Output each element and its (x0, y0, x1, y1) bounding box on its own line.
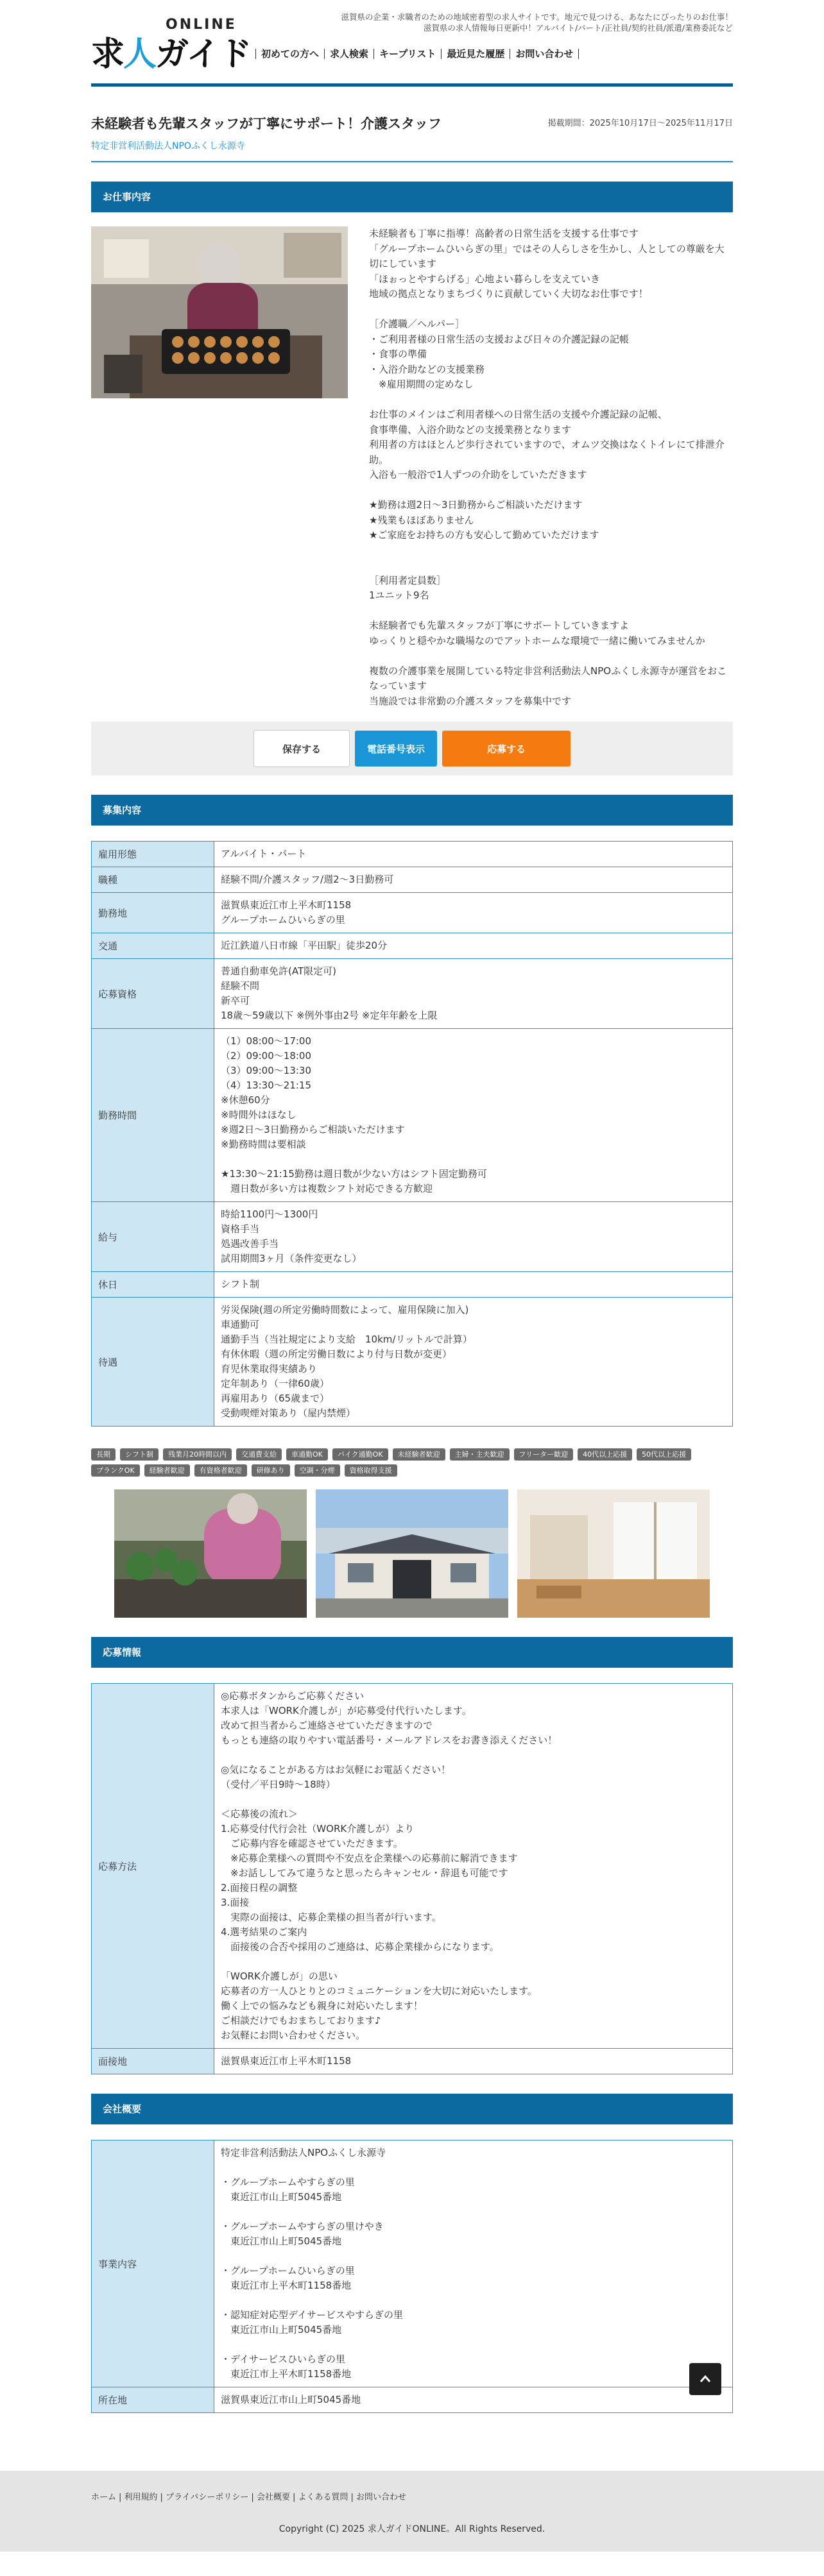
feature-tag: 主婦・主夫歓迎 (450, 1448, 510, 1461)
row-label: 休日 (92, 1272, 214, 1298)
job-description: 未経験者も丁寧に指導！高齢者の日常生活を支援する仕事です 「グループホームひいらぎの里」ではその人らしさを生かし、人としての尊厳を大切にしています 「ほぉっとやすらげる」心地よい暮らしを支えていき 地域の拠点となりまちづくりに貢献していく大切なお仕事です！ ［介護職／ヘルパー］ ・ご利用者様の日常生活の支援および日々の介護記録の記帳 ・食事の準備 ・入浴介助などの支援業務 ※雇用期間の定めなし お仕事のメインはご利用者様への日常生活の支援や介護記録の記帳、 食事準備、入浴介助などの支援業務となります 利用者の方はほとんど歩行されていますので、オムツ交換はなくトイレにて排泄介助。 入浴も一般浴で1人ずつの介助をしていただきます ★勤務は週2日〜3日勤務からご相談いただけます ★残業もほぼありません ★ご家庭をお持ちの方も安心して勤めていただけます ［利用者定員数］ 1ユニット9名 未経験者でも先輩スタッフが丁寧にサポートしていきますよ ゆっくりと穏やかな職場なのでアットホームな環境で一緒に働いてみませんか 複数の介護事業を展開している特定非営利活動法人NPOふくし永源寺が運営をおこなっています 当施設では非常勤の介護スタッフを募集中です (369, 228, 727, 707)
row-value: シフト制 (214, 1272, 733, 1298)
table-row (92, 1272, 733, 1298)
section-job-content: お仕事内容 (91, 182, 733, 212)
row-label: 交通 (92, 933, 214, 959)
row-label: 勤務地 (92, 893, 214, 933)
row-value: 時給1100円〜1300円 資格手当 処遇改善手当 試用期間3ヶ月（条件変更なし） (214, 1202, 733, 1272)
company-table (91, 2140, 733, 2413)
feature-tag: 交通費支給 (236, 1448, 282, 1461)
table-row (92, 933, 733, 959)
tagline-line-2: 滋賀県の求人情報毎日更新中！アルバイト/パート/正社員/契約社員/派遣/業務委託など (423, 23, 733, 33)
header-tagline (341, 12, 733, 33)
action-bar (91, 722, 733, 775)
page-wrapper (91, 0, 733, 2445)
feature-tag: フリーター歓迎 (514, 1448, 574, 1461)
row-value: 経験不問/介護スタッフ/週2〜3日勤務可 (214, 867, 733, 893)
nav-recent-history[interactable]: 最近見た履歴 (441, 49, 510, 59)
row-value: ◎応募ボタンからご応募ください 本求人は「WORK介護しが」が応募受付代行いたします。 改めて担当者からご連絡させていただきますので もっとも連絡の取りやすい電話番号・メールアドレスをお書き添えください！ ◎気になることがある方はお気軽にお電話ください！ （受付／平日9時〜18時） ＜応募後の流れ＞ 1.応募受付代行会社（WORK介護しが）より ご応募内容を確認させていただきます。 ※応募企業様への質問や不安点を企業様への応募前に解消できます ※お話ししてみて違うなと思ったらキャンセル・辞退も可能です 2.面接日程の調整 3.面接 実際の面接は、応募企業様の担当者が行います。 4.選考結果のご案内 面接後の合否や採用のご連絡は、応募企業様からになります。 「WORK介護しが」の思い 応募者の方一人ひとりとのコミュニケーションを大切に対応いたします。 働く上での悩みなども親身に対応いたします！ ご相談だけでもおまちしております♪ お気軽にお問い合わせください。 (214, 1684, 733, 2049)
row-label: 所在地 (92, 2387, 214, 2413)
feature-tag: 資格取得支援 (345, 1464, 397, 1477)
nav-first-time[interactable]: 初めての方へ (255, 49, 324, 59)
feature-tag: 50代以上応援 (637, 1448, 691, 1461)
feature-tag: 有資格者歓迎 (194, 1464, 247, 1477)
feature-tag: 空調・分煙 (295, 1464, 340, 1477)
apply-table (91, 1683, 733, 2074)
gallery-photo-building[interactable] (316, 1489, 508, 1618)
feature-tag: 長期 (91, 1448, 116, 1461)
footer-link-terms[interactable]: 利用規約 (124, 2493, 158, 2502)
feature-tag: 研修あり (252, 1464, 290, 1477)
footer-link-company[interactable]: 会社概要 (256, 2493, 290, 2502)
row-value: 滋賀県東近江市上平木町1158 (214, 2049, 733, 2074)
footer-link-privacy[interactable]: プライバシーポリシー (166, 2493, 249, 2502)
logo-main-text (91, 27, 250, 75)
site-header (91, 0, 733, 87)
table-row (92, 1298, 733, 1427)
logo-char-3: ガイド (155, 35, 251, 74)
job-content (91, 226, 733, 709)
row-value: 滋賀県東近江市山上町5045番地 (214, 2387, 733, 2413)
logo-online-text: ONLINE (166, 17, 237, 33)
arrow-up-icon (698, 2372, 712, 2386)
job-main-photo (91, 226, 348, 398)
table-row (92, 893, 733, 933)
section-company: 会社概要 (91, 2094, 733, 2124)
gallery-photo-gardening[interactable] (114, 1489, 307, 1618)
feature-tag: 残業月20時間以内 (163, 1448, 232, 1461)
photo-gardening-illustration (114, 1489, 307, 1618)
row-label: 給与 (92, 1202, 214, 1272)
row-label: 面接地 (92, 2049, 214, 2074)
table-row (92, 1029, 733, 1202)
photo-interior-illustration (517, 1489, 710, 1618)
nav-job-search[interactable]: 求人検索 (324, 49, 373, 59)
feature-tags (91, 1448, 707, 1477)
row-value: 特定非営利活動法人NPOふくし永源寺 ・グループホームやすらぎの里 東近江市山上町5045番地 ・グループホームやすらぎの里けやき 東近江市山上町5045番地 ・グループホームひいらぎの里 東近江市上平木町1158番地 ・認知症対応型デイサービスやすらぎの里 東近江市山上町5045番地 ・デイサービスひいらぎの里 東近江市上平木町1158番地 (214, 2140, 733, 2387)
footer-link-contact[interactable]: お問い合わせ (356, 2493, 407, 2502)
row-value: 労災保険(週の所定労働時間数によって、雇用保険に加入) 車通勤可 通勤手当（当社規定により支給 10km/リットルで計算） 有休休暇（週の所定労働日数により付与日数が変更） 育児休業取得実績あり 定年制あり（一律60歳） 再雇用あり（65歳まで） 受動喫煙対策あり（屋内禁煙） (214, 1298, 733, 1427)
nav-contact[interactable]: お問い合わせ (510, 49, 579, 59)
feature-tag: 40代以上応援 (578, 1448, 632, 1461)
footer-link-home[interactable]: ホーム (91, 2493, 117, 2502)
table-row (92, 2387, 733, 2413)
row-value: アルバイト・パート (214, 842, 733, 867)
company-name-link[interactable]: 特定非営利活動法人NPOふくし永源寺 (91, 139, 733, 162)
row-label: 職種 (92, 867, 214, 893)
feature-tag: 車通勤OK (286, 1448, 328, 1461)
photo-cooking-illustration (91, 226, 348, 398)
feature-tag: ブランクOK (91, 1464, 140, 1477)
posting-period: 掲載期間：2025年10月17日〜2025年11月17日 (547, 119, 733, 128)
show-phone-button[interactable]: 電話番号表示 (355, 731, 437, 767)
site-footer (0, 2471, 824, 2552)
apply-button[interactable]: 応募する (442, 731, 571, 767)
job-title-row (91, 114, 733, 133)
save-button[interactable]: 保存する (253, 730, 350, 767)
page-top-button[interactable] (689, 2363, 721, 2395)
feature-tag: バイク通勤OK (332, 1448, 388, 1461)
table-row (92, 1684, 733, 2049)
page-title: 未経験者も先輩スタッフが丁寧にサポート！介護スタッフ (91, 116, 442, 131)
row-value: 普通自動車免許(AT限定可) 経験不問 新卒可 18歳〜59歳以下 ※例外事由2号 ※定年年齢を上限 (214, 959, 733, 1029)
row-label: 待遇 (92, 1298, 214, 1427)
recruit-table (91, 841, 733, 1427)
logo-char-2: 人 (123, 35, 156, 74)
row-label: 応募方法 (92, 1684, 214, 2049)
footer-link-faq[interactable]: よくある質問 (298, 2493, 348, 2502)
photo-gallery (91, 1489, 733, 1618)
row-label: 事業内容 (92, 2140, 214, 2387)
table-row (92, 959, 733, 1029)
copyright: Copyright (C) 2025 求人ガイドONLINE。All Rights Reserved. (279, 2524, 545, 2534)
table-row (92, 1202, 733, 1272)
site-logo[interactable] (91, 17, 252, 74)
table-row (92, 2140, 733, 2387)
global-nav (255, 49, 579, 59)
table-row (92, 842, 733, 867)
row-value: （1）08:00〜17:00 （2）09:00〜18:00 （3）09:00〜13:30 （4）13:30〜21:15 ※休憩60分 ※時間外はほなし ※週2日〜3日勤務からご相談いただけます ※勤務時間は要相談 ★13:30〜21:15勤務は週日数が少ない方はシフト固定勤務可 週日数が多い方は複数シフト対応できる方歓迎 (214, 1029, 733, 1202)
photo-building-illustration (316, 1489, 508, 1618)
row-label: 応募資格 (92, 959, 214, 1029)
gallery-photo-interior[interactable] (517, 1489, 710, 1618)
row-label: 雇用形態 (92, 842, 214, 867)
tagline-line-1: 滋賀県の企業・求職者のための地域密着型の求人サイトです。地元で見つける、あなたにぴったりのお仕事！ (341, 12, 733, 22)
feature-tag: 経験者歓迎 (144, 1464, 190, 1477)
row-value: 近江鉄道八日市線「平田駅」徒歩20分 (214, 933, 733, 959)
section-apply: 応募情報 (91, 1637, 733, 1668)
table-row (92, 867, 733, 893)
footer-nav: ホーム | 利用規約 | プライバシーポリシー | 会社概要 | よくある質問 | お問い合わせ (91, 2493, 407, 2502)
row-label: 勤務時間 (92, 1029, 214, 1202)
logo-char-1: 求 (91, 35, 124, 74)
table-row (92, 2049, 733, 2074)
feature-tag: 未経験者歓迎 (393, 1448, 445, 1461)
feature-tag: シフト制 (120, 1448, 159, 1461)
section-recruit: 募集内容 (91, 795, 733, 826)
nav-keep-list[interactable]: キープリスト (373, 49, 441, 59)
row-value: 滋賀県東近江市上平木町1158 グループホームひいらぎの里 (214, 893, 733, 933)
